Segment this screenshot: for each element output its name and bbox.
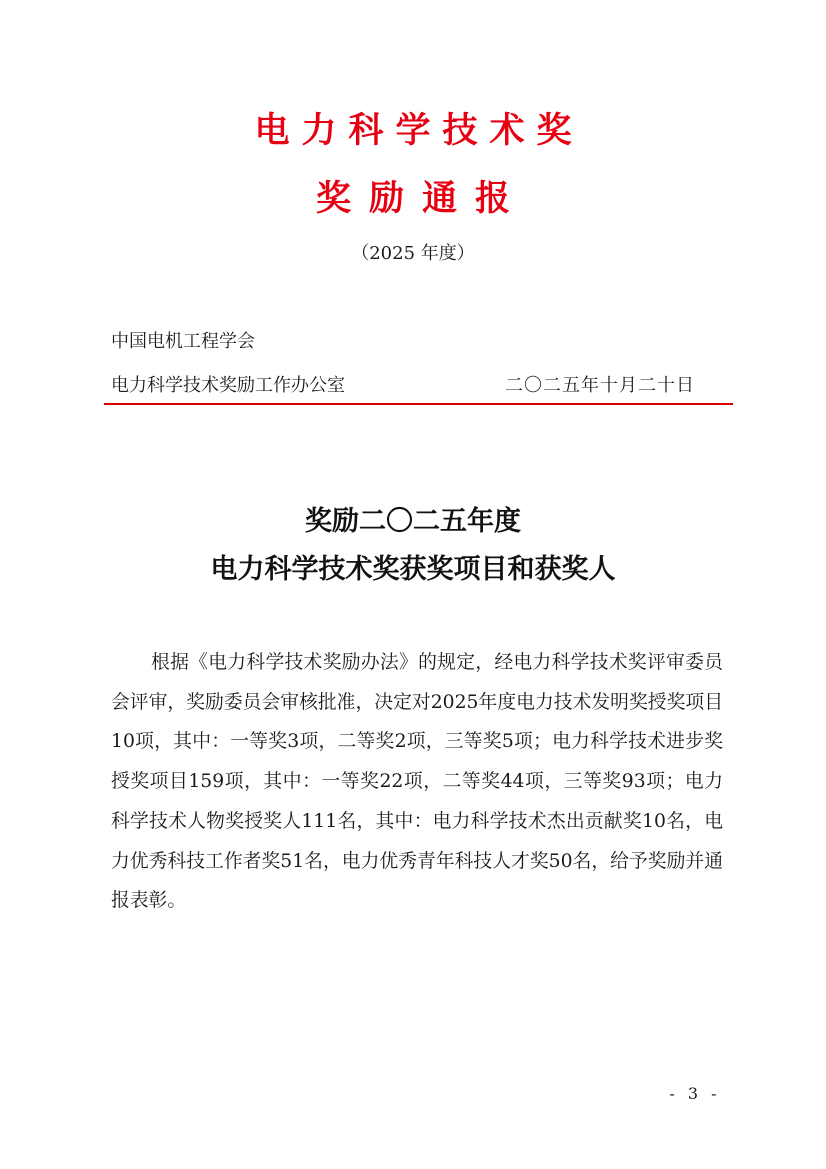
document-title-line-2: 电力科学技术奖获奖项目和获奖人 <box>210 554 616 585</box>
issuer-office: 电力科学技术奖励工作办公室 <box>111 375 345 396</box>
issue-date: 二〇二五年十月二十日 <box>505 375 695 396</box>
document-title-line-1: 奖励二〇二五年度 <box>305 506 521 537</box>
header-year: （2025 年度） <box>351 243 475 264</box>
header-title-line-2: 奖励通报 <box>315 179 528 219</box>
body-paragraph: 根据《电力科学技术奖励办法》的规定，经电力科学技术奖评审委员会评审，奖励委员会审核批准，决定对2025年度电力技术发明奖授奖项目10项，其中：一等奖3项，二等奖2项，三等奖5项；电力科学技术进步奖授奖项目159项，其中：一等奖22项，二等奖44项，三等奖93项；电力科学技术人物奖授奖人111名，其中：电力科学技术杰出贡献奖10名，电力优秀科技工作者奖51名，电力优秀青年科技人才奖50名，给予奖励并通报表彰。 <box>111 652 723 912</box>
red-divider-rule <box>104 403 733 405</box>
page-number: - 3 - <box>669 1084 721 1103</box>
issuer-organization: 中国电机工程学会 <box>111 331 255 352</box>
header-title-line-1: 电力科学技术奖 <box>254 111 584 151</box>
